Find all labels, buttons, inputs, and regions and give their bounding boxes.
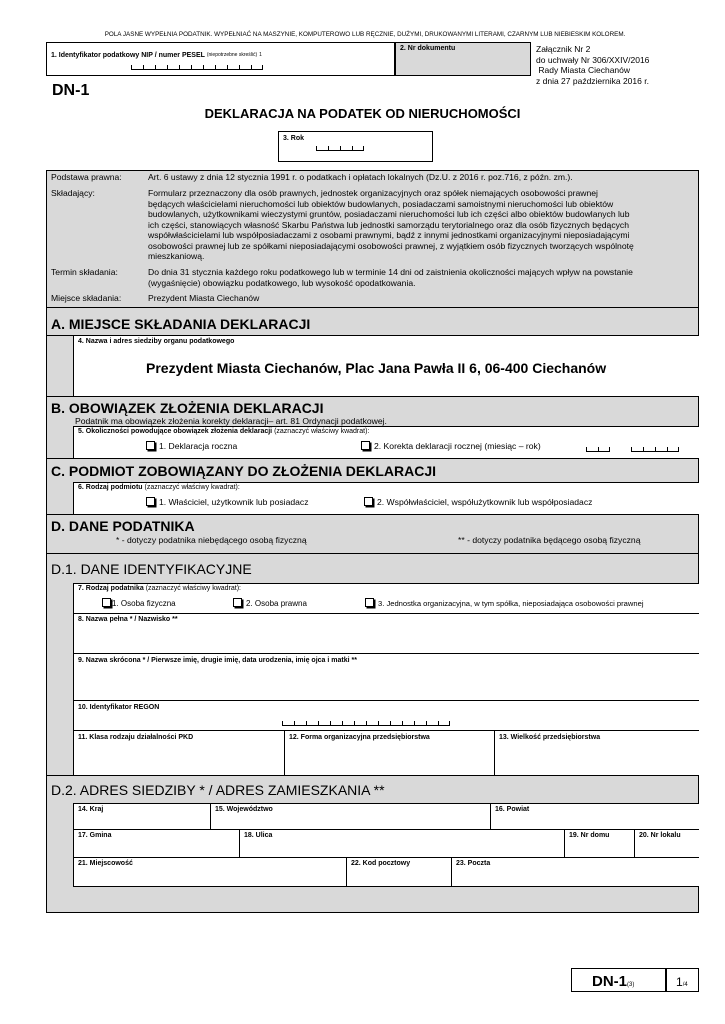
regon-boxes — [282, 721, 450, 726]
divider — [46, 307, 699, 308]
footer-form-code-box — [571, 968, 666, 992]
section-c-title: C. PODMIOT ZOBOWIĄZANY DO ZŁOŻENIA DEKLARACJI — [51, 463, 436, 479]
section-d-note-2: ** - dotyczy podatnika będącego osobą fizyczną — [458, 535, 641, 545]
voivodeship-field[interactable] — [210, 804, 490, 829]
nip-pesel-field[interactable] — [46, 42, 395, 76]
tax-office-value: Prezydent Miasta Ciechanów, Plac Jana Pawła II 6, 06-400 Ciechanów — [146, 360, 607, 376]
option-correction[interactable]: 2. Korekta deklaracji rocznej (miesiąc – rok) — [361, 441, 541, 451]
section-a-title: A. MIEJSCE SKŁADANIA DEKLARACJI — [51, 316, 311, 332]
company-size-label: 13. Wielkość przedsiębiorstwa — [499, 734, 601, 741]
section-d2-title: D.2. ADRES SIEDZIBY * / ADRES ZAMIESZKANIA ** — [51, 782, 385, 798]
short-name-label: 9. Nazwa skrócona * / Pierwsze imię, drugie imię, data urodzenia, imię ojca i matki ** — [78, 657, 357, 664]
apartment-number-label: 20. Nr lokalu — [639, 832, 681, 839]
country-label: 14. Kraj — [78, 806, 104, 813]
info-label-basis: Podstawa prawna: — [51, 172, 122, 182]
checkbox[interactable] — [365, 598, 374, 607]
footer-page-box — [666, 968, 699, 992]
company-size-field[interactable] — [494, 731, 699, 775]
divider — [46, 514, 699, 515]
footer-pages: /4 — [682, 982, 688, 988]
section-d1-title: D.1. DANE IDENTYFIKACYJNE — [51, 561, 252, 577]
annex-line: do uchwały Nr 306/XXIV/2016 — [536, 54, 650, 65]
checkbox[interactable] — [233, 598, 242, 607]
form-code: DN-1 — [52, 82, 90, 99]
house-number-field[interactable] — [564, 830, 634, 857]
checkbox[interactable] — [146, 441, 155, 450]
option-legal-person[interactable]: 2. Osoba prawna — [233, 598, 307, 608]
city-field[interactable] — [73, 858, 346, 886]
taxpayer-type-hint: (zaznaczyć właściwy kwadrat): — [145, 585, 241, 592]
year-label: 3. Rok — [283, 135, 305, 142]
entity-type-hint: (zaznaczyć właściwy kwadrat): — [144, 484, 240, 491]
option-natural-person[interactable]: 1. Osoba fizyczna — [102, 598, 176, 608]
section-d-title: D. DANE PODATNIKA — [51, 518, 195, 534]
post-office-label: 23. Poczta — [456, 860, 491, 867]
nip-pesel-label: 1. Identyfikator podatkowy NIP / numer PESEL — [51, 52, 205, 59]
org-form-field[interactable] — [284, 731, 494, 775]
city-label: 21. Miejscowość — [78, 860, 133, 867]
section-d-note-1: * - dotyczy podatnika niebędącego osobą fizyczną — [116, 535, 307, 545]
info-text-deadline: Do dnia 31 stycznia każdego roku podatkowego lub w terminie 14 dni od zaistnienia okoliczności mających wpływ na powstanie (wygaśnięcie) obowiązku podatkowego, lub wysokość opodatkowania. — [148, 267, 633, 288]
short-name-field[interactable] — [73, 654, 699, 700]
full-name-field[interactable] — [73, 614, 699, 653]
option-owner[interactable]: 1. Właściciel, użytkownik lub posiadacz — [146, 497, 309, 507]
option-co-owner[interactable]: 2. Współwłaściciel, współużytkownik lub współposiadacz — [364, 497, 592, 507]
divider — [46, 396, 699, 397]
option-organizational-unit[interactable]: 3. Jednostka organizacyjna, w tym spółka, nieposiadająca osobowości prawnej — [365, 598, 644, 608]
postal-code-label: 22. Kod pocztowy — [351, 860, 411, 867]
footer-version: (3) — [627, 982, 635, 988]
info-text-basis: Art. 6 ustawy z dnia 12 stycznia 1991 r. o podatkach i opłatach lokalnych (Dz.U. z 2016 r. poz.716, z późn. zm.). — [148, 172, 573, 182]
option-annual[interactable]: 1. Deklaracja roczna — [146, 441, 237, 451]
document-number-label: 2. Nr dokumentu — [400, 45, 456, 52]
circumstances-label: 5. Okoliczności powodujące obowiązek złożenia deklaracji — [78, 428, 273, 435]
street-field[interactable] — [239, 830, 564, 857]
checkbox[interactable] — [364, 497, 373, 506]
info-label-deadline: Termin składania: — [51, 267, 118, 277]
footer-form-code: DN-1 — [592, 973, 628, 990]
nip-pesel-boxes — [131, 65, 263, 71]
circumstances-field — [73, 427, 699, 458]
circumstances-hint: (zaznaczyć właściwy kwadrat): — [274, 428, 370, 435]
tax-office-label: 4. Nazwa i adres siedziby organu podatkowego — [78, 338, 235, 345]
month-year-boxes — [586, 447, 679, 452]
county-field[interactable] — [490, 804, 699, 829]
apartment-number-field[interactable] — [634, 830, 699, 857]
checkbox[interactable] — [361, 441, 370, 450]
divider — [46, 458, 699, 459]
divider — [46, 553, 699, 554]
section-b-note: Podatnik ma obowiązek złożenia korekty deklaracji– art. 81 Ordynacji podatkowej. — [75, 416, 387, 426]
voivodeship-label: 15. Województwo — [215, 806, 273, 813]
post-office-field[interactable] — [451, 858, 699, 886]
top-note: POLA JASNE WYPEŁNIA PODATNIK. WYPEŁNIAĆ NA MASZYNIE, KOMPUTEROWO LUB RĘCZNIE, DUŻYMI, DRUKOWANYMI LITERAMI, CZARNYM LUB NIEBIESKIM KOLOREM. — [104, 31, 626, 38]
checkbox[interactable] — [146, 497, 155, 506]
municipality-field[interactable] — [73, 830, 239, 857]
annex-line: Załącznik Nr 2 — [536, 44, 591, 54]
info-text-submitter: Formularz przeznaczony dla osób prawnych, jednostek organizacyjnych oraz spółek niemających osobowości prawnej będących właścicielami nieruchomości lub obiektów budowlanych, posiadaczami samoistnymi nieruchomości lub obiektów budowlanych, użytkownikami wieczystymi gruntów, posiadaczami nieruchomości lub ich części albo obiektów budowlanych lub ich części, stanowiących własność Skarbu Państwa lub jednostki samorządu terytorialnego oraz dla osób fizycznych będących współwłaścicielami lub współposiadaczami z osobami prawnymi, bądź z innymi jednostkami organizacyjnymi nieposiadającymi osobowości prawnej lub ze spółkami nieposiadającymi osobowości prawnej, z wyjątkiem osób fizycznych tworzących wspólnotę mieszkaniową. — [148, 188, 634, 261]
full-name-label: 8. Nazwa pełna * / Nazwisko ** — [78, 616, 178, 623]
info-text-place: Prezydent Miasta Ciechanów — [148, 293, 260, 303]
regon-field[interactable] — [73, 701, 699, 730]
nip-pesel-note: (niepotrzebne skreślić) — [206, 52, 258, 58]
entity-type-label: 6. Rodzaj podmiotu — [78, 484, 143, 491]
info-label-submitter: Składający: — [51, 188, 95, 198]
street-label: 18. Ulica — [244, 832, 273, 839]
pkd-label: 11. Klasa rodzaju działalności PKD — [78, 734, 194, 741]
org-form-label: 12. Forma organizacyjna przedsiębiorstwa — [289, 734, 430, 741]
taxpayer-type-label: 7. Rodzaj podatnika — [78, 585, 144, 592]
section-b-title: B. OBOWIĄZEK ZŁOŻENIA DEKLARACJI — [51, 400, 324, 416]
divider — [46, 775, 699, 776]
year-field[interactable] — [278, 131, 433, 162]
postal-code-field[interactable] — [346, 858, 451, 886]
regon-label: 10. Identyfikator REGON — [78, 704, 160, 711]
info-label-place: Miejsce składania: — [51, 293, 122, 303]
taxpayer-type-field — [73, 584, 699, 613]
house-number-label: 19. Nr domu — [569, 832, 610, 839]
municipality-label: 17. Gmina — [78, 832, 112, 839]
annex-line: Rady Miasta Ciechanów — [536, 65, 631, 75]
annex-note — [536, 44, 649, 86]
divider — [73, 886, 699, 887]
pkd-field[interactable] — [73, 731, 284, 775]
form-title: DEKLARACJA NA PODATEK OD NIERUCHOMOŚCI — [204, 106, 521, 121]
document-number-field — [395, 42, 531, 76]
info-block — [47, 171, 698, 308]
country-field[interactable] — [73, 804, 210, 829]
tax-office-field — [73, 336, 699, 396]
entity-type-field — [73, 483, 699, 514]
footer-page: 1 — [676, 975, 683, 989]
county-label: 16. Powiat — [495, 806, 530, 813]
nip-pesel-sup: 1 — [259, 52, 262, 58]
annex-line: z dnia 27 października 2016 r. — [536, 75, 649, 86]
checkbox[interactable] — [102, 598, 111, 607]
year-boxes — [316, 146, 364, 151]
